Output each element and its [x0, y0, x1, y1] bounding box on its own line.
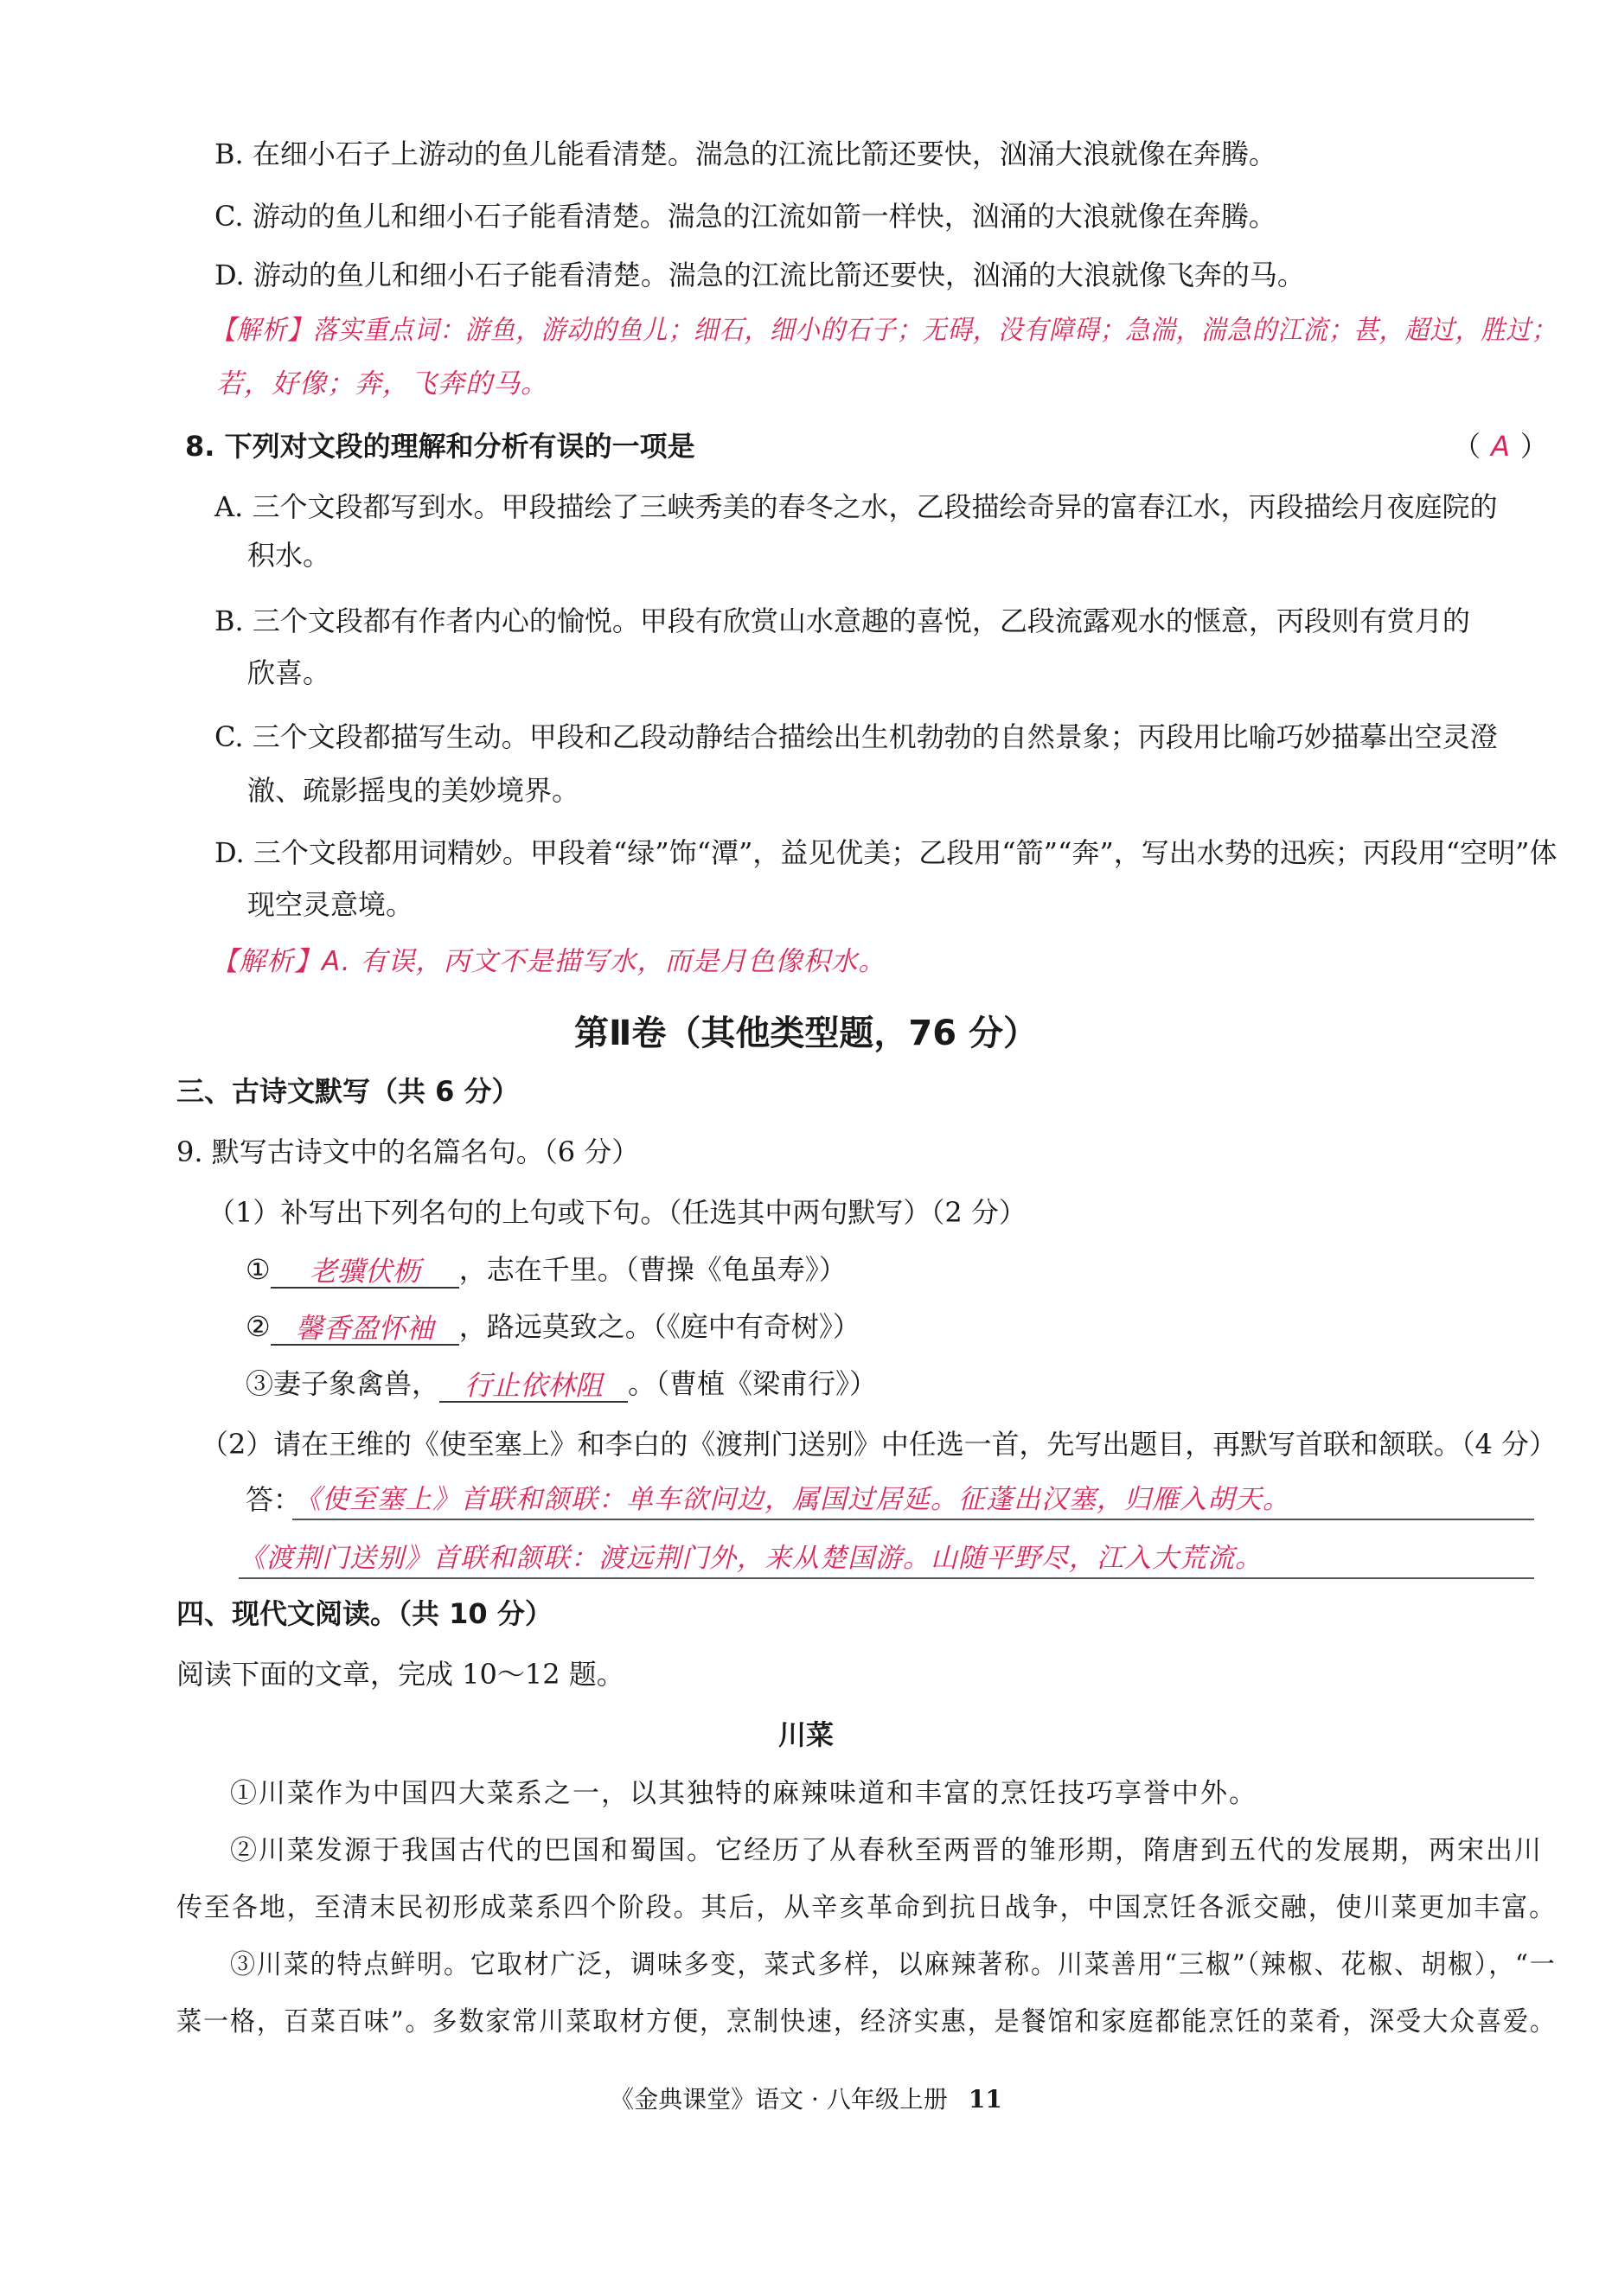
q9-answer-label: 答：	[246, 1483, 302, 1516]
q8-option-b-line2: 欣喜。	[247, 656, 331, 689]
q8-option-c-line1: C. 三个文段都描写生动。甲段和乙段动静结合描绘出生机勃勃的自然景象；丙段用比喻巧妙描摹出空灵澄	[214, 720, 1498, 753]
q7-option-c: C. 游动的鱼儿和细小石子能看清楚。湍急的江流如箭一样快，汹涌的大浪就像在奔腾。	[214, 200, 1276, 233]
q9-sub1: （1）补写出下列名句的上句或下句。（任选其中两句默写）（2 分）	[208, 1196, 1027, 1229]
article-title: 川菜	[777, 1718, 834, 1751]
article-paragraph-3-line1: ③川菜的特点鲜明。它取材广泛，调味多变，菜式多样，以麻辣著称。川菜善用“三椒”（辣椒、花椒、胡椒），“一	[230, 1949, 1557, 1980]
q9-stem: 9. 默写古诗文中的名篇名句。（6 分）	[176, 1135, 640, 1168]
q9-item2-num: ②	[246, 1310, 271, 1343]
section-2-title: 第Ⅱ卷（其他类型题，76 分）	[574, 1014, 1038, 1053]
answer-rule-2	[239, 1577, 1534, 1579]
part3-heading: 三、古诗文默写（共 6 分）	[176, 1075, 520, 1108]
q8-option-b-line1: B. 三个文段都有作者内心的愉悦。甲段有欣赏山水意趣的喜悦，乙段流露观水的惬意，丙段则有赏月的	[214, 604, 1470, 637]
q9-answer-line1: 《使至塞上》首联和颔联：单车欲问边，属国过居延。征蓬出汉塞，归雁入胡天。	[294, 1484, 1290, 1515]
q8-analysis: 【解析】A. 有误，丙文不是描写水，而是月色像积水。	[211, 946, 886, 977]
answer-rule-1	[292, 1519, 1534, 1520]
q8-option-a-line2: 积水。	[247, 539, 331, 572]
q7-option-b: B. 在细小石子上游动的鱼儿能看清楚。湍急的江流比箭还要快，汹涌大浪就像在奔腾。	[214, 138, 1276, 170]
q9-sub2: （2）请在王维的《使至塞上》和李白的《渡荆门送别》中任选一首，先写出题目，再默写首联和颔联。（4 分）	[201, 1428, 1557, 1461]
q9-item1-answer: 老骥伏枥	[271, 1252, 459, 1289]
q8-stem	[185, 427, 695, 465]
q8-option-c-line2: 澈、疏影摇曳的美妙境界。	[247, 774, 580, 807]
q9-item3-pre: ③妻子象禽兽，	[246, 1367, 440, 1400]
q8-option-a-line1: A. 三个文段都写到水。甲段描绘了三峡秀美的春冬之水，乙段描绘奇异的富春江水，丙段描绘月夜庭院的	[214, 490, 1498, 523]
q8-answer: A	[1491, 430, 1510, 463]
article-paragraph-3-line2: 菜一格，百菜百味”。多数家常川菜取材方便，烹制快速，经济实惠，是餐馆和家庭都能烹饪的菜肴，深受大众喜爱。	[176, 2006, 1557, 2037]
q7-option-d: D. 游动的鱼儿和细小石子能看清楚。湍急的江流比箭还要快，汹涌的大浪就像飞奔的马。	[214, 259, 1305, 291]
q7-analysis-line2: 若，好像；奔，飞奔的马。	[216, 368, 548, 400]
q8-bracket-open: （	[1453, 430, 1481, 463]
q9-item1-rest: ，志在千里。（曹操《龟虽寿》）	[458, 1253, 847, 1286]
q9-item3-rest: 。（曹植《梁甫行》）	[628, 1367, 878, 1400]
q9-item1-num: ①	[246, 1253, 271, 1286]
article-paragraph-2-line2: 传至各地，至清末民初形成菜系四个阶段。其后，从辛亥革命到抗日战争，中国烹饪各派交融，使川菜更加丰富。	[176, 1892, 1558, 1923]
article-paragraph-1: ①川菜作为中国四大菜系之一，以其独特的麻辣味道和丰富的烹饪技巧享誉中外。	[230, 1778, 1257, 1809]
page-footer	[0, 2082, 1612, 2117]
q9-item2	[246, 1308, 860, 1346]
q8-bracket-close: ）	[1519, 430, 1548, 463]
q9-item3-answer: 行止依林阻	[439, 1366, 628, 1403]
q9-item2-rest: ，路远莫致之。（《庭中有奇树》）	[458, 1310, 860, 1343]
q7-analysis-line1: 【解析】落实重点词：游鱼，游动的鱼儿；细石，细小的石子；无碍，没有障碍；急湍，湍急的江流；甚，超过，胜过；	[211, 315, 1558, 346]
q8-option-d-line1: D. 三个文段都用词精妙。甲段着“绿”饰“潭”，益见优美；乙段用“箭”“奔”，写出水势的迅疾；丙段用“空明”体	[214, 836, 1558, 869]
q8-option-d-line2: 现空灵意境。	[247, 888, 414, 921]
q8-answer-bracket	[1453, 427, 1548, 465]
part4-heading: 四、现代文阅读。（共 10 分）	[176, 1597, 553, 1630]
q9-item1	[246, 1250, 847, 1289]
footer-book-title: 《金典课堂》语文 · 八年级上册	[610, 2085, 948, 2114]
page-number: 11	[968, 2085, 1002, 2114]
q8-stem-text: 8. 下列对文段的理解和分析有误的一项是	[185, 430, 695, 463]
q9-item2-answer: 馨香盈怀袖	[271, 1309, 459, 1346]
q9-answer-line2: 《渡荆门送别》首联和颔联：渡远荆门外，来从楚国游。山随平野尽，江入大荒流。	[239, 1543, 1263, 1574]
q9-item3	[246, 1365, 877, 1403]
part4-instruction: 阅读下面的文章，完成 10～12 题。	[176, 1658, 624, 1691]
article-paragraph-2-line1: ②川菜发源于我国古代的巴国和蜀国。它经历了从春秋至两晋的雏形期，隋唐到五代的发展期，两宋出川	[230, 1835, 1543, 1866]
